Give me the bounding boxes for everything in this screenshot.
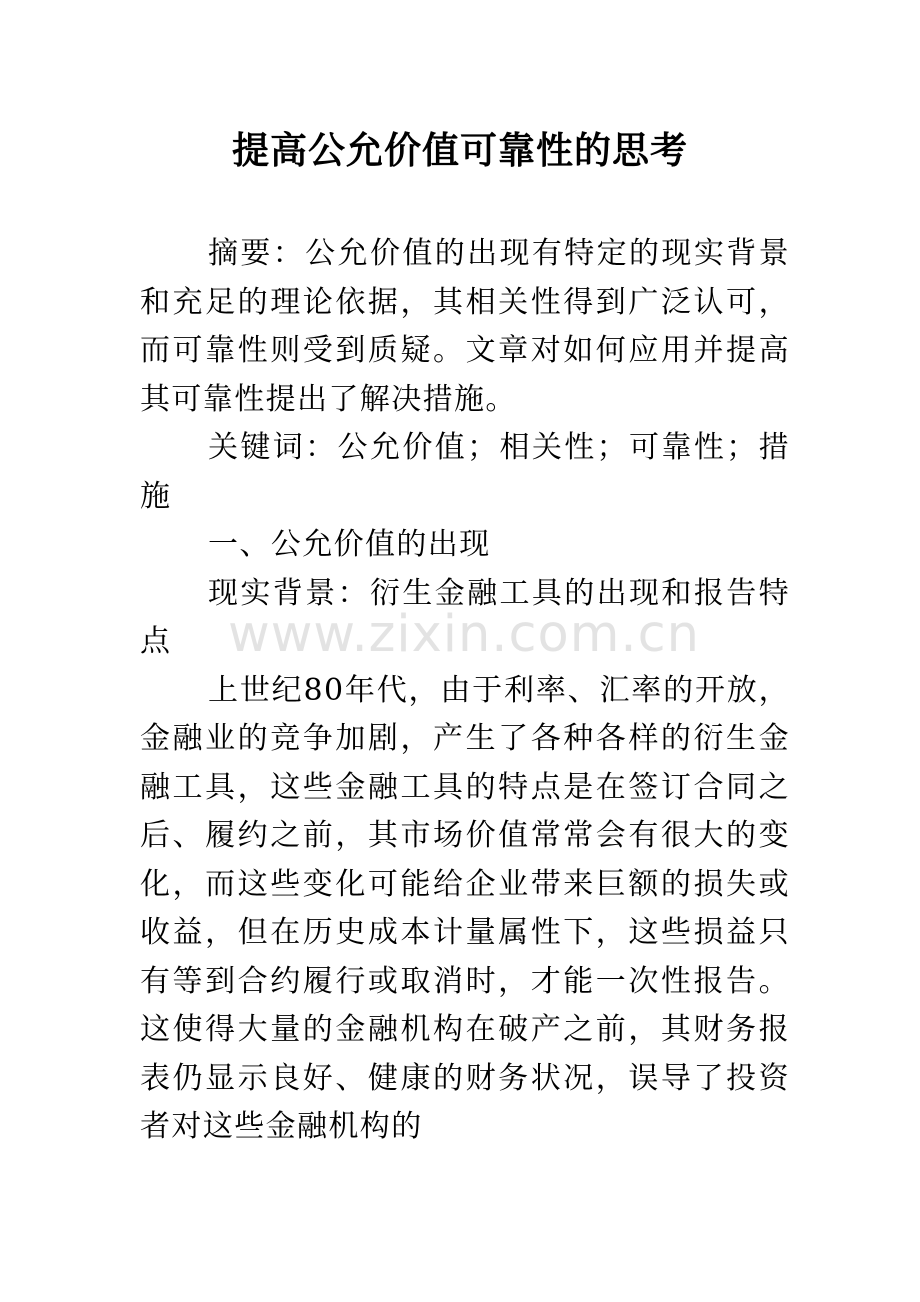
abstract-paragraph: 摘要：公允价值的出现有特定的现实背景和充足的理论依据，其相关性得到广泛认可，而可靠性则受到质疑。文章对如何应用并提高其可靠性提出了解决措施。: [140, 236, 790, 417]
section-heading: 一、公允价值的出现: [208, 527, 491, 562]
document-title: 提高公允价值可靠性的思考: [232, 128, 688, 172]
watermark: www.zixin.com.cn: [228, 605, 700, 664]
document-body: [140, 230, 790, 1152]
keywords-paragraph: 关键词：公允价值；相关性；可靠性；措施: [140, 430, 790, 514]
subsection-heading: 现实背景：衍生金融工具的出现和报告特点: [140, 575, 790, 659]
body-paragraph: 上世纪80年代，由于利率、汇率的开放，金融业的竞争加剧，产生了各种各样的衍生金融工具，这些金融工具的特点是在签订合同之后、履约之前，其市场价值常常会有很大的变化，而这些变化可能给企业带来巨额的损失或收益，但在历史成本计量属性下，这些损益只有等到合约履行或取消时，才能一次性报告。这使得大量的金融机构在破产之前，其财务报表仍显示良好、健康的财务状况，误导了投资者对这些金融机构的: [140, 672, 790, 1144]
